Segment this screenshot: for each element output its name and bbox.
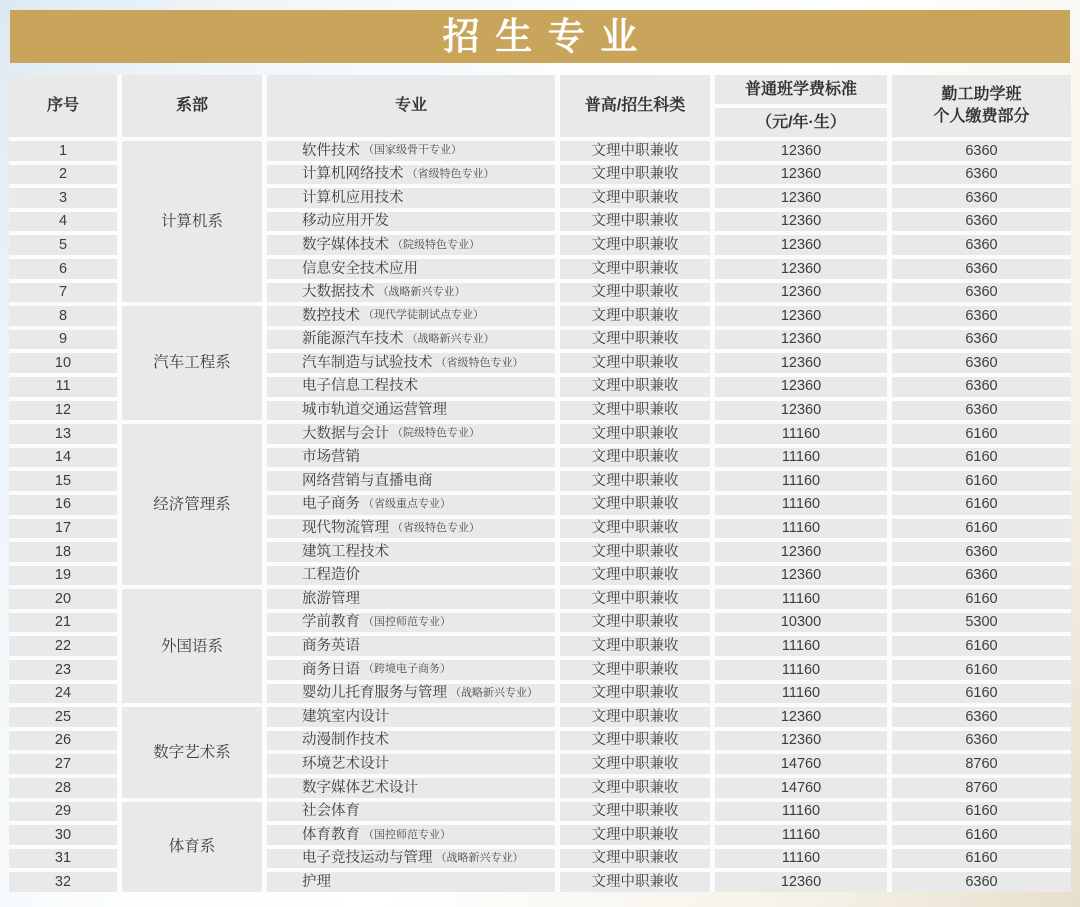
major-name: 体育教育 xyxy=(302,826,360,843)
tuition-cell: 11160 xyxy=(715,471,887,491)
major-cell xyxy=(267,495,555,515)
workstudy-cell: 6160 xyxy=(892,636,1071,656)
tuition-cell: 12360 xyxy=(715,141,887,161)
row-number-cell: 17 xyxy=(9,519,117,539)
category-cell: 文理中职兼收 xyxy=(560,872,710,892)
tuition-cell: 11160 xyxy=(715,589,887,609)
header-no: 序号 xyxy=(9,75,117,137)
row-number-cell: 10 xyxy=(9,353,117,373)
header-category: 普高/招生科类 xyxy=(560,75,710,137)
row-number-cell: 20 xyxy=(9,589,117,609)
major-name: 电子商务 xyxy=(302,496,360,513)
category-cell: 文理中职兼收 xyxy=(560,589,710,609)
category-cell: 文理中职兼收 xyxy=(560,212,710,232)
major-note: （省级特色专业） xyxy=(435,356,524,369)
major-name: 数字媒体技术 xyxy=(302,236,389,253)
workstudy-cell: 5300 xyxy=(892,613,1071,633)
admissions-table xyxy=(9,75,1071,892)
workstudy-cell: 6360 xyxy=(892,731,1071,751)
page-title: 招生专业 xyxy=(442,16,653,57)
tuition-cell: 12360 xyxy=(715,707,887,727)
row-number-cell: 23 xyxy=(9,660,117,680)
major-cell xyxy=(267,401,555,421)
department-cell: 体育系 xyxy=(122,802,262,892)
row-number-cell: 21 xyxy=(9,613,117,633)
major-note: （战略新兴专业） xyxy=(377,285,466,298)
workstudy-cell: 6360 xyxy=(892,306,1071,326)
row-number-cell: 32 xyxy=(9,872,117,892)
department-cell: 数字艺术系 xyxy=(122,707,262,797)
category-cell: 文理中职兼收 xyxy=(560,377,710,397)
major-cell xyxy=(267,519,555,539)
category-cell: 文理中职兼收 xyxy=(560,636,710,656)
major-note: （院级特色专业） xyxy=(392,427,480,440)
major-note: （省级特色专业） xyxy=(392,521,480,534)
tuition-cell: 12360 xyxy=(715,401,887,421)
category-cell: 文理中职兼收 xyxy=(560,566,710,586)
row-number-cell: 13 xyxy=(9,424,117,444)
major-cell xyxy=(267,471,555,491)
category-cell: 文理中职兼收 xyxy=(560,188,710,208)
major-note: （院级特色专业） xyxy=(392,238,480,251)
major-cell xyxy=(267,731,555,751)
row-number-cell: 18 xyxy=(9,542,117,562)
major-cell xyxy=(267,259,555,279)
row-number-cell: 28 xyxy=(9,778,117,798)
major-name: 软件技术 xyxy=(302,142,360,159)
major-name: 计算机应用技术 xyxy=(302,189,404,206)
tuition-cell: 11160 xyxy=(715,448,887,468)
category-cell: 文理中职兼收 xyxy=(560,165,710,185)
workstudy-cell: 6360 xyxy=(892,566,1071,586)
tuition-cell: 11160 xyxy=(715,684,887,704)
workstudy-cell: 6160 xyxy=(892,589,1071,609)
workstudy-cell: 6160 xyxy=(892,825,1071,845)
category-cell: 文理中职兼收 xyxy=(560,707,710,727)
tuition-cell: 14760 xyxy=(715,754,887,774)
major-cell xyxy=(267,212,555,232)
category-cell: 文理中职兼收 xyxy=(560,519,710,539)
category-cell: 文理中职兼收 xyxy=(560,849,710,869)
workstudy-cell: 6160 xyxy=(892,471,1071,491)
major-cell xyxy=(267,589,555,609)
major-name: 城市轨道交通运营管理 xyxy=(302,402,447,419)
tuition-cell: 12360 xyxy=(715,872,887,892)
major-note: （战略新兴专业） xyxy=(450,686,538,699)
tuition-cell: 12360 xyxy=(715,212,887,232)
major-note: （省级重点专业） xyxy=(363,498,451,511)
row-number-cell: 15 xyxy=(9,471,117,491)
category-cell: 文理中职兼收 xyxy=(560,235,710,255)
category-cell: 文理中职兼收 xyxy=(560,401,710,421)
major-name: 电子竞技运动与管理 xyxy=(302,850,433,867)
major-cell xyxy=(267,424,555,444)
major-name: 学前教育 xyxy=(302,614,360,631)
row-number-cell: 14 xyxy=(9,448,117,468)
major-name: 社会体育 xyxy=(302,803,360,820)
tuition-cell: 12360 xyxy=(715,188,887,208)
workstudy-cell: 6160 xyxy=(892,802,1071,822)
major-name: 环境艺术设计 xyxy=(302,755,389,772)
major-note: （战略新兴专业） xyxy=(406,333,495,346)
workstudy-cell: 6360 xyxy=(892,401,1071,421)
workstudy-cell: 6160 xyxy=(892,424,1071,444)
category-cell: 文理中职兼收 xyxy=(560,448,710,468)
tuition-cell: 11160 xyxy=(715,849,887,869)
category-cell: 文理中职兼收 xyxy=(560,471,710,491)
major-name: 商务日语 xyxy=(302,661,360,678)
tuition-cell: 12360 xyxy=(715,542,887,562)
row-number-cell: 12 xyxy=(9,401,117,421)
major-cell xyxy=(267,825,555,845)
major-cell xyxy=(267,141,555,161)
category-cell: 文理中职兼收 xyxy=(560,613,710,633)
row-number-cell: 26 xyxy=(9,731,117,751)
category-cell: 文理中职兼收 xyxy=(560,141,710,161)
category-cell: 文理中职兼收 xyxy=(560,660,710,680)
header-workstudy-line2: 个人缴费部分 xyxy=(933,108,1030,125)
row-number-cell: 25 xyxy=(9,707,117,727)
tuition-cell: 12360 xyxy=(715,306,887,326)
row-number-cell: 6 xyxy=(9,259,117,279)
department-cell: 经济管理系 xyxy=(122,424,262,585)
major-name: 建筑工程技术 xyxy=(302,543,389,560)
row-number-cell: 19 xyxy=(9,566,117,586)
row-number-cell: 11 xyxy=(9,377,117,397)
workstudy-cell: 6160 xyxy=(892,519,1071,539)
department-cell: 汽车工程系 xyxy=(122,306,262,420)
major-cell xyxy=(267,188,555,208)
tuition-cell: 11160 xyxy=(715,636,887,656)
workstudy-cell: 6160 xyxy=(892,684,1071,704)
major-cell xyxy=(267,306,555,326)
major-cell xyxy=(267,566,555,586)
major-name: 信息安全技术应用 xyxy=(302,260,418,277)
workstudy-cell: 6360 xyxy=(892,259,1071,279)
row-number-cell: 27 xyxy=(9,754,117,774)
row-number-cell: 2 xyxy=(9,165,117,185)
major-name: 大数据与会计 xyxy=(302,425,389,442)
category-cell: 文理中职兼收 xyxy=(560,495,710,515)
row-number-cell: 9 xyxy=(9,330,117,350)
workstudy-cell: 6360 xyxy=(892,141,1071,161)
major-note: （省级特色专业） xyxy=(406,167,495,180)
major-name: 汽车制造与试验技术 xyxy=(302,354,433,371)
workstudy-cell: 6160 xyxy=(892,448,1071,468)
row-number-cell: 7 xyxy=(9,283,117,303)
tuition-cell: 12360 xyxy=(715,731,887,751)
header-tuition-title: 普通班学费标准 xyxy=(715,75,887,104)
admissions-table-panel xyxy=(9,75,1071,892)
workstudy-cell: 6360 xyxy=(892,377,1071,397)
major-name: 护理 xyxy=(302,873,331,890)
tuition-cell: 14760 xyxy=(715,778,887,798)
tuition-cell: 11160 xyxy=(715,660,887,680)
row-number-cell: 30 xyxy=(9,825,117,845)
major-cell xyxy=(267,802,555,822)
category-cell: 文理中职兼收 xyxy=(560,778,710,798)
category-cell: 文理中职兼收 xyxy=(560,424,710,444)
major-name: 大数据技术 xyxy=(302,284,375,301)
row-number-cell: 8 xyxy=(9,306,117,326)
category-cell: 文理中职兼收 xyxy=(560,684,710,704)
workstudy-cell: 6360 xyxy=(892,872,1071,892)
major-name: 移动应用开发 xyxy=(302,213,389,230)
tuition-cell: 11160 xyxy=(715,424,887,444)
major-note: （现代学徒制试点专业） xyxy=(363,309,484,322)
major-note: （战略新兴专业） xyxy=(435,852,524,865)
workstudy-cell: 6360 xyxy=(892,353,1071,373)
workstudy-cell: 8760 xyxy=(892,778,1071,798)
tuition-cell: 12360 xyxy=(715,330,887,350)
category-cell: 文理中职兼收 xyxy=(560,259,710,279)
major-name: 动漫制作技术 xyxy=(302,732,389,749)
row-number-cell: 1 xyxy=(9,141,117,161)
major-cell xyxy=(267,754,555,774)
major-cell xyxy=(267,353,555,373)
major-name: 电子信息工程技术 xyxy=(302,378,418,395)
header-department: 系部 xyxy=(122,75,262,137)
major-note: （国控师范专业） xyxy=(363,616,451,629)
major-name: 婴幼儿托育服务与管理 xyxy=(302,685,447,702)
row-number-cell: 22 xyxy=(9,636,117,656)
major-cell xyxy=(267,235,555,255)
workstudy-cell: 6360 xyxy=(892,707,1071,727)
major-name: 工程造价 xyxy=(302,567,360,584)
department-cell: 计算机系 xyxy=(122,141,262,302)
major-name: 网络营销与直播电商 xyxy=(302,472,433,489)
major-cell xyxy=(267,660,555,680)
major-cell xyxy=(267,165,555,185)
tuition-cell: 12360 xyxy=(715,235,887,255)
major-name: 数字媒体艺术设计 xyxy=(302,779,418,796)
row-number-cell: 31 xyxy=(9,849,117,869)
category-cell: 文理中职兼收 xyxy=(560,825,710,845)
workstudy-cell: 6360 xyxy=(892,542,1071,562)
category-cell: 文理中职兼收 xyxy=(560,353,710,373)
workstudy-cell: 6160 xyxy=(892,660,1071,680)
header-tuition-unit: （元/年·生） xyxy=(715,108,887,137)
major-name: 商务英语 xyxy=(302,638,360,655)
workstudy-cell: 6160 xyxy=(892,849,1071,869)
major-cell xyxy=(267,330,555,350)
row-number-cell: 5 xyxy=(9,235,117,255)
category-cell: 文理中职兼收 xyxy=(560,731,710,751)
category-cell: 文理中职兼收 xyxy=(560,306,710,326)
tuition-cell: 12360 xyxy=(715,283,887,303)
major-cell xyxy=(267,684,555,704)
major-name: 建筑室内设计 xyxy=(302,708,389,725)
tuition-cell: 12360 xyxy=(715,353,887,373)
workstudy-cell: 6160 xyxy=(892,495,1071,515)
major-cell xyxy=(267,377,555,397)
major-note: （国家级骨干专业） xyxy=(363,144,462,157)
workstudy-cell: 6360 xyxy=(892,235,1071,255)
tuition-cell: 11160 xyxy=(715,802,887,822)
tuition-cell: 12360 xyxy=(715,165,887,185)
tuition-cell: 12360 xyxy=(715,377,887,397)
category-cell: 文理中职兼收 xyxy=(560,754,710,774)
major-cell xyxy=(267,448,555,468)
major-cell xyxy=(267,542,555,562)
workstudy-cell: 8760 xyxy=(892,754,1071,774)
title-banner xyxy=(10,10,1070,63)
category-cell: 文理中职兼收 xyxy=(560,542,710,562)
row-number-cell: 4 xyxy=(9,212,117,232)
category-cell: 文理中职兼收 xyxy=(560,283,710,303)
header-workstudy-line1: 勤工助学班 xyxy=(941,86,1022,103)
major-name: 数控技术 xyxy=(302,307,360,324)
row-number-cell: 29 xyxy=(9,802,117,822)
tuition-cell: 11160 xyxy=(715,495,887,515)
tuition-cell: 10300 xyxy=(715,613,887,633)
major-name: 旅游管理 xyxy=(302,590,360,607)
major-cell xyxy=(267,872,555,892)
tuition-cell: 12360 xyxy=(715,259,887,279)
tuition-cell: 11160 xyxy=(715,825,887,845)
header-major: 专业 xyxy=(267,75,555,137)
header-workstudy xyxy=(892,75,1071,137)
major-cell xyxy=(267,283,555,303)
major-name: 计算机网络技术 xyxy=(302,166,404,183)
major-note: （跨境电子商务） xyxy=(363,663,451,676)
major-name: 市场营销 xyxy=(302,449,360,466)
major-cell xyxy=(267,636,555,656)
workstudy-cell: 6360 xyxy=(892,212,1071,232)
row-number-cell: 3 xyxy=(9,188,117,208)
major-note: （国控师范专业） xyxy=(363,828,451,841)
workstudy-cell: 6360 xyxy=(892,165,1071,185)
workstudy-cell: 6360 xyxy=(892,330,1071,350)
tuition-cell: 11160 xyxy=(715,519,887,539)
major-cell xyxy=(267,778,555,798)
row-number-cell: 24 xyxy=(9,684,117,704)
category-cell: 文理中职兼收 xyxy=(560,330,710,350)
major-cell xyxy=(267,613,555,633)
department-cell: 外国语系 xyxy=(122,589,262,703)
workstudy-cell: 6360 xyxy=(892,283,1071,303)
major-cell xyxy=(267,849,555,869)
major-name: 新能源汽车技术 xyxy=(302,331,404,348)
workstudy-cell: 6360 xyxy=(892,188,1071,208)
major-cell xyxy=(267,707,555,727)
row-number-cell: 16 xyxy=(9,495,117,515)
tuition-cell: 12360 xyxy=(715,566,887,586)
major-name: 现代物流管理 xyxy=(302,520,389,537)
category-cell: 文理中职兼收 xyxy=(560,802,710,822)
